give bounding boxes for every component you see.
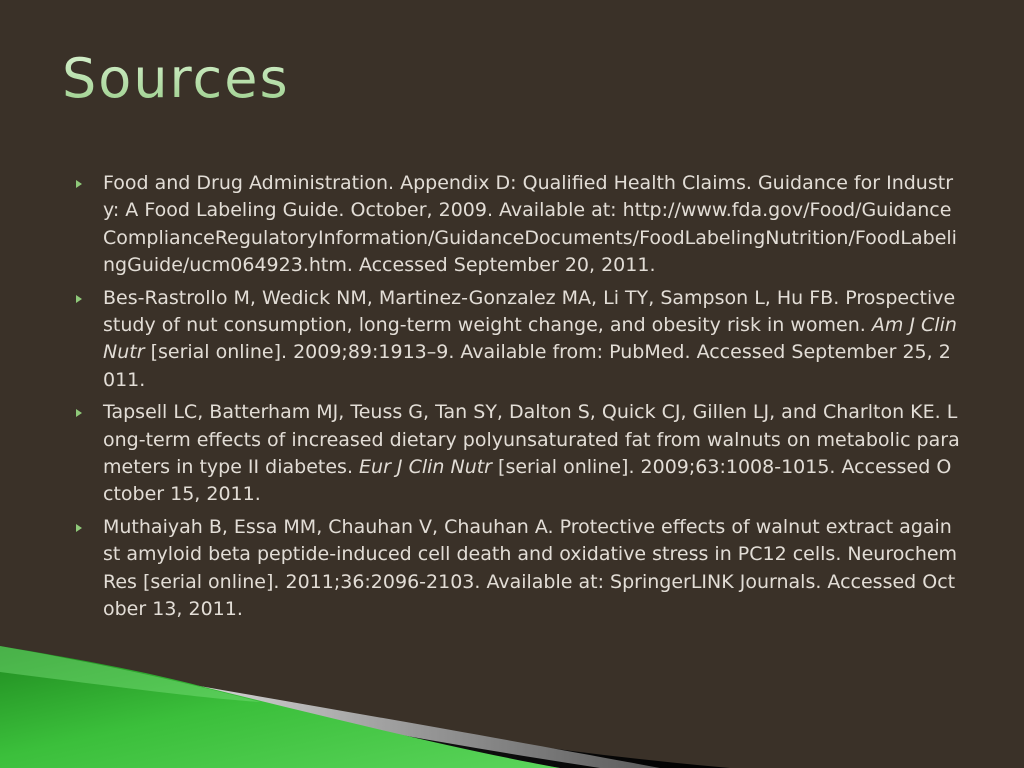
sources-list bbox=[76, 170, 960, 629]
source-journal: Eur J Clin Nutr bbox=[359, 456, 492, 479]
source-text-after: [serial online]. 2009;63:1008-1015. Accessed October 15, 2011. bbox=[103, 456, 952, 506]
grey-band bbox=[60, 662, 660, 768]
source-item-2 bbox=[76, 285, 960, 395]
source-item-4 bbox=[76, 514, 960, 624]
black-band bbox=[90, 674, 730, 768]
source-item-1 bbox=[76, 170, 960, 280]
green-highlight bbox=[0, 646, 260, 702]
source-item-3 bbox=[76, 399, 960, 509]
source-text: Muthaiyah B, Essa MM, Chauhan V, Chauhan A. Protective effects of walnut extract against amyloid beta peptide-induced cell death and oxidative stress in PC12 cells. Neurochem Res [serial online]. 2011;36:2096-2103. Available at: SpringerLINK Journals. Accessed October 13, 2011. bbox=[103, 515, 958, 621]
source-text: Bes-Rastrollo M, Wedick NM, Martinez-Gonzalez MA, Li TY, Sampson L, Hu FB. Prospective study of nut consumption, long-term weight change, and obesity risk in women. bbox=[103, 286, 956, 337]
bullet-icon bbox=[76, 524, 82, 532]
corner-decoration bbox=[0, 640, 1024, 768]
source-text: Food and Drug Administration. Appendix D: Qualified Health Claims. Guidance for Industry: A Food Labeling Guide. October, 2009. Available at: http://www.fda.gov/Food/GuidanceComplianceRegulatoryInformation/GuidanceDocuments/FoodLabelingNutrition/FoodLabelingGuide/ucm064923.htm. Accessed September 20, 2011. bbox=[103, 172, 957, 277]
source-journal: Am J Clin Nutr bbox=[103, 314, 957, 364]
bullet-icon bbox=[76, 180, 82, 188]
green-band bbox=[0, 646, 560, 768]
source-text: Tapsell LC, Batterham MJ, Teuss G, Tan SY, Dalton S, Quick CJ, Gillen LJ, and Charlton KE. Long-term effects of increased dietary polyunsaturated fat from walnuts on metabolic parameters in type II diabetes. bbox=[103, 401, 960, 479]
bullet-icon bbox=[76, 409, 82, 417]
source-text-after: [serial online]. 2009;89:1913–9. Available from: PubMed. Accessed September 25, 2011. bbox=[103, 341, 951, 391]
slide-title: Sources bbox=[62, 47, 290, 110]
bullet-icon bbox=[76, 295, 82, 303]
